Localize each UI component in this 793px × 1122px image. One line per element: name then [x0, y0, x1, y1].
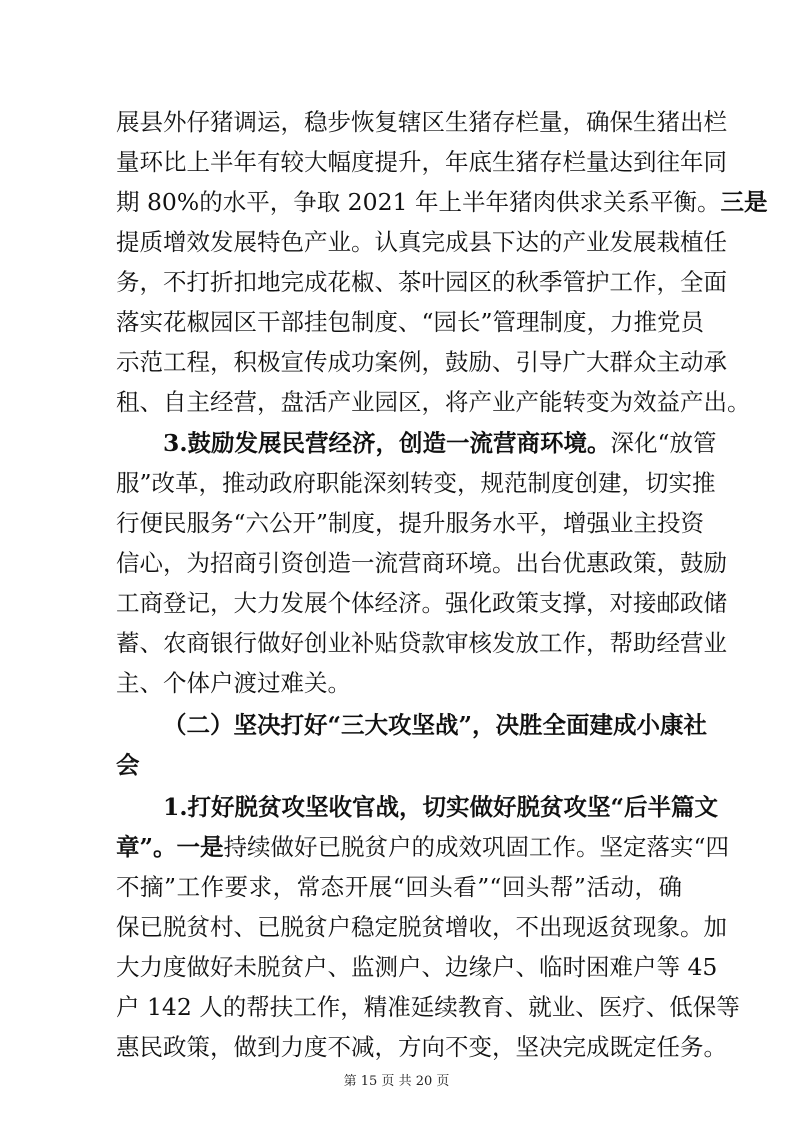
section-heading-cont: 会: [116, 751, 140, 779]
page-number: 第 15 页 共 20 页: [343, 1074, 450, 1089]
body-text: 深化“放管: [610, 429, 717, 457]
body-line: 大力度做好未脱贫户、监测户、边缘户、临时困难户等 45: [116, 953, 718, 981]
body-line: 提质增效发展特色产业。认真完成县下达的产业发展栽植任: [116, 228, 727, 256]
body-line: 量环比上半年有较大幅度提升，年底生猪存栏量达到往年同: [116, 148, 727, 176]
body-line: 租、自主经营，盘活产业园区，将产业产能转变为效益产出。: [116, 388, 751, 416]
body-line: 服”改革，推动政府职能深刻转变，规范制度创建，切实推: [116, 469, 716, 497]
bold-lead: 三是: [720, 188, 768, 216]
body-line: [116, 827, 730, 867]
section-heading-line: [163, 423, 717, 463]
subsection-heading: 3.鼓励发展民营经济，创造一流营商环境。: [163, 429, 611, 457]
body-line: 户 142 人的帮扶工作，精准延续教育、就业、医疗、低保等: [116, 993, 740, 1021]
body-line: 落实花椒园区干部挂包制度、“园长”管理制度，力推党员: [116, 308, 705, 336]
subsection-heading: 1.打好脱贫攻坚收官战，切实做好脱贫攻坚“后半篇文: [163, 793, 719, 821]
body-line: 保已脱贫村、已脱贫户稳定脱贫增收，不出现返贫现象。加: [116, 913, 727, 941]
body-line: 主、个体户渡过难关。: [116, 669, 351, 697]
body-line: 信心，为招商引资创造一流营商环境。出台优惠政策，鼓励: [116, 549, 727, 577]
body-line: 惠民政策，做到力度不减，方向不变，坚决完成既定任务。: [116, 1033, 727, 1061]
body-line: [116, 182, 768, 222]
body-line: 行便民服务“六公开”制度，提升服务水平，增强业主投资: [116, 509, 705, 537]
body-line: 工商登记，大力发展个体经济。强化政策支撑，对接邮政储: [116, 589, 727, 617]
body-line: 蓄、农商银行做好创业补贴贷款审核发放工作，帮助经营业: [116, 629, 727, 657]
body-line: 不摘”工作要求，常态开展“回头看”“回头帮”活动，确: [116, 873, 682, 901]
body-line: 展县外仔猪调运，稳步恢复辖区生猪存栏量，确保生猪出栏: [116, 108, 727, 136]
body-line: 示范工程，积极宣传成功案例，鼓励、引导广大群众主动承: [116, 348, 727, 376]
body-line: 务，不打折扣地完成花椒、茶叶园区的秋季管护工作，全面: [116, 268, 727, 296]
section-heading: （二）坚决打好“三大攻坚战”，决胜全面建成小康社: [163, 711, 708, 739]
body-text: 持续做好已脱贫户的成效巩固工作。坚定落实“四: [223, 833, 730, 861]
body-text: 期 80%的水平，争取 2021 年上半年猪肉供求关系平衡。: [116, 188, 721, 216]
bold-lead: 章”。一是: [116, 833, 224, 861]
